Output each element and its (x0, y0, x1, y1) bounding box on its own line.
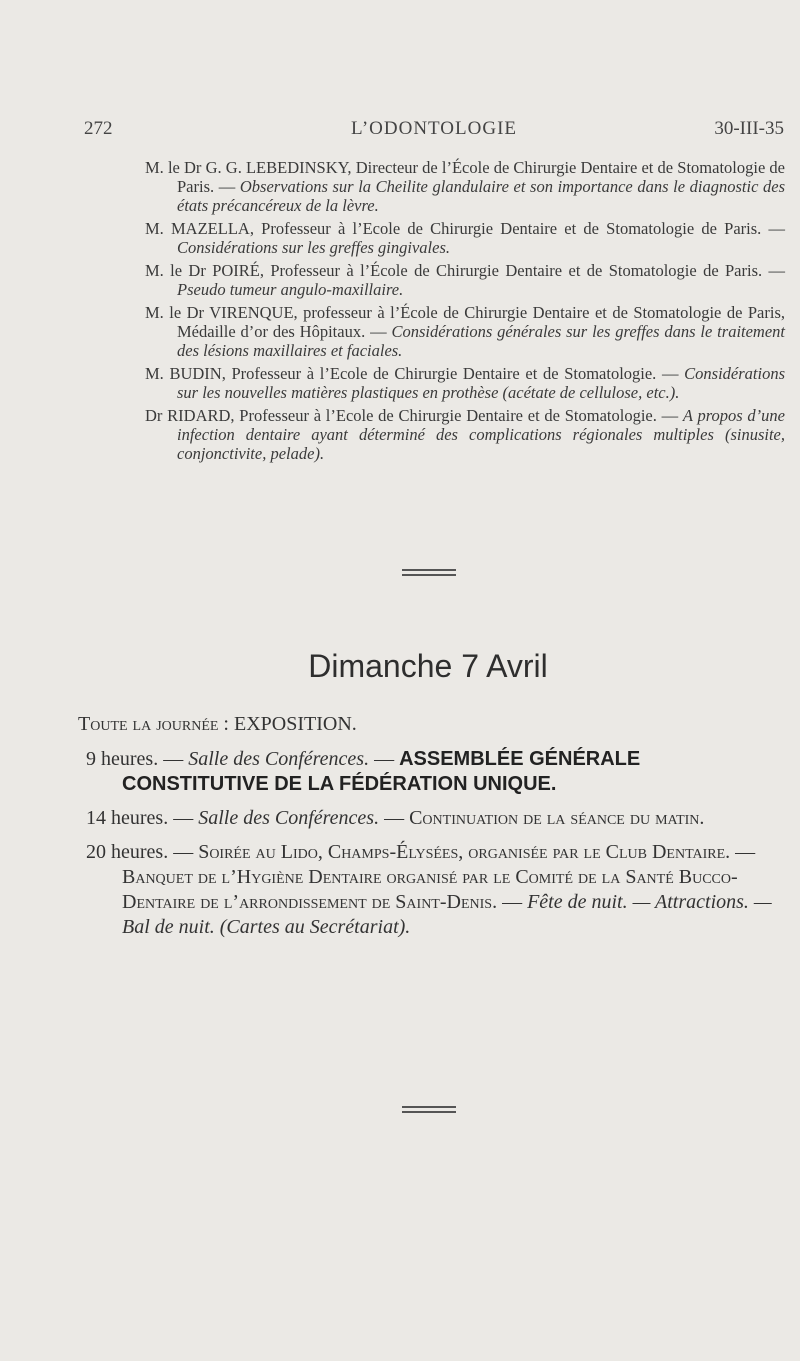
all-day-line: Toute la journée : EXPOSITION. (78, 713, 357, 735)
list-item: M. le Dr G. G. LEBEDINSKY, Directeur de l’École de Chirurgie Dentaire et de Stomatologie de Paris. — Observations sur la Cheilite glandulaire et son importance dans le diagnostic des états précancéreux de la lèvre. (145, 158, 786, 215)
section-divider (402, 1106, 456, 1113)
program-item: 20 heures. — Soirée au Lido, Champs-Élysées, organisée par le Club Dentaire. — Banquet de l’Hygiène Dentaire organisé par le Comité de la Santé Bucco-Dentaire de l’arrondissement de Saint-Denis. — Fête de nuit. — Attractions. — Bal de nuit. (Cartes au Secrétariat). (86, 841, 772, 938)
day-program (78, 712, 784, 949)
list-item: M. MAZELLA, Professeur à l’Ecole de Chirurgie Dentaire et de Stomatologie de Paris. — Considérations sur les greffes gingivales. (145, 219, 785, 257)
running-header (84, 118, 784, 142)
list-item: Dr RIDARD, Professeur à l’Ecole de Chirurgie Dentaire et de Stomatologie. — A propos d’une infection dentaire ayant déterminé des complications régionales multiples (sinusite, conjonctivite, pelade). (145, 406, 785, 463)
issue-date: 30-III-35 (714, 118, 784, 139)
list-item: M. le Dr VIRENQUE, professeur à l’École de Chirurgie Dentaire et de Stomatologie de Paris, Médaille d’or des Hôpitaux. — Considérations générales sur les greffes dans le traitement des lésions maxillaires et faciales. (145, 303, 786, 360)
list-item: M. BUDIN, Professeur à l’Ecole de Chirurgie Dentaire et de Stomatologie. — Considérations sur les nouvelles matières plastiques en prothèse (acétate de cellulose, etc.). (145, 364, 785, 402)
day-heading: Dimanche 7 Avril (308, 648, 548, 684)
journal-title: L’ODONTOLOGIE (350, 118, 518, 139)
page-number: 272 (84, 118, 113, 139)
speaker-list (145, 158, 785, 467)
list-item: M. le Dr POIRÉ, Professeur à l’École de Chirurgie Dentaire et de Stomatologie de Paris. — Pseudo tumeur angulo-maxillaire. (145, 261, 785, 299)
section-divider (402, 569, 456, 576)
program-item: 9 heures. — Salle des Conférences. — ASSEMBLÉE GÉNÉRALE CONSTITUTIVE DE LA FÉDÉRATION UNIQUE. (86, 748, 641, 795)
program-item: 14 heures. — Salle des Conférences. — Continuation de la séance du matin. (86, 807, 705, 829)
